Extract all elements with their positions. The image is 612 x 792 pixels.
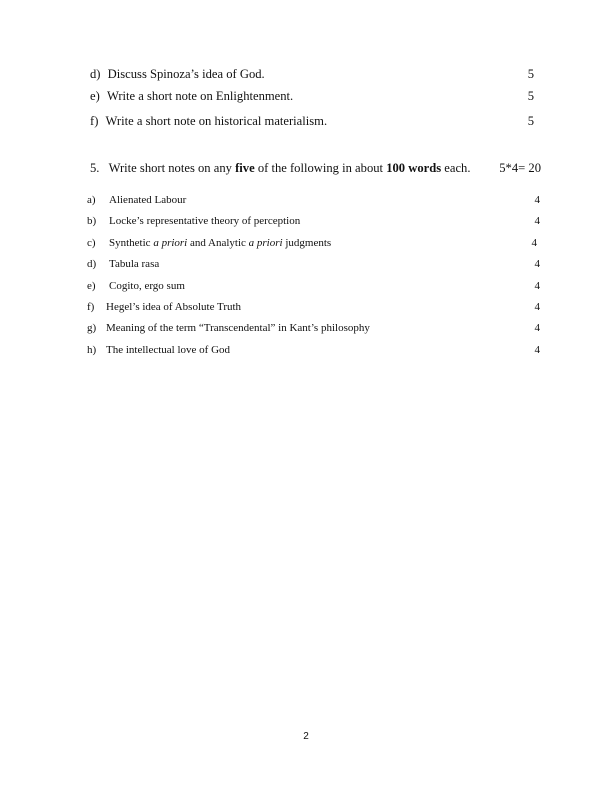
item-text: Alienated Labour: [109, 194, 187, 206]
item-text-part: and Analytic: [187, 237, 249, 249]
item-text: [109, 237, 331, 249]
question-text-part: of the following in about: [254, 161, 387, 175]
item-text: Locke’s representative theory of perception: [109, 215, 301, 227]
list-item: [87, 301, 241, 313]
list-item: [87, 258, 159, 270]
item-label: h): [87, 344, 97, 356]
item-label: f): [87, 301, 95, 313]
item-label: d): [87, 258, 97, 270]
question-label: f): [90, 114, 99, 128]
question-label: d): [90, 67, 101, 81]
marks-value: 4: [534, 194, 540, 206]
marks-value: 4: [534, 215, 540, 227]
marks-value: 5: [527, 114, 534, 128]
item-label: a): [87, 194, 96, 206]
item-label: e): [87, 280, 96, 292]
item-italic: a priori: [153, 237, 188, 249]
list-item: [87, 237, 331, 249]
question-d: [90, 67, 265, 82]
item-text: Tabula rasa: [109, 258, 160, 270]
item-italic: a priori: [248, 237, 283, 249]
question-text: [109, 161, 471, 175]
marks-value: 4: [531, 237, 537, 249]
item-text-part: judgments: [282, 237, 332, 249]
marks-value: 5*4= 20: [499, 161, 541, 175]
marks-value: 4: [534, 258, 540, 270]
list-item: [87, 344, 230, 356]
marks-value: 4: [534, 344, 540, 356]
list-item: [87, 322, 370, 334]
question-5: [90, 161, 471, 176]
question-text-part: Write short notes on any: [108, 161, 236, 175]
question-text: Discuss Spinoza’s idea of God.: [107, 67, 265, 81]
question-emphasis: five: [235, 161, 255, 175]
list-item: [87, 194, 186, 206]
item-text: Cogito, ergo sum: [109, 280, 185, 292]
question-f: [90, 114, 327, 129]
question-text-part: each.: [441, 161, 471, 175]
item-label: b): [87, 215, 97, 227]
marks-value: 5: [527, 89, 534, 103]
question-emphasis: 100 words: [386, 161, 442, 175]
marks-value: 4: [534, 280, 540, 292]
question-e: [90, 89, 293, 104]
marks-value: 4: [534, 322, 540, 334]
item-text-part: Synthetic: [109, 237, 154, 249]
item-text: Hegel’s idea of Absolute Truth: [106, 301, 242, 313]
marks-value: 4: [534, 301, 540, 313]
list-item: [87, 280, 185, 292]
question-number: 5.: [90, 161, 100, 175]
item-label: c): [87, 237, 96, 249]
question-text: Write a short note on Enlightenment.: [106, 89, 294, 103]
item-label: g): [87, 322, 97, 334]
question-text: Write a short note on historical materialism.: [105, 114, 328, 128]
marks-value: 5: [527, 67, 534, 81]
item-text: Meaning of the term “Transcendental” in Kant’s philosophy: [106, 322, 370, 334]
item-text: The intellectual love of God: [106, 344, 231, 356]
question-label: e): [90, 89, 100, 103]
page-number: 2: [303, 731, 309, 742]
list-item: [87, 215, 300, 227]
